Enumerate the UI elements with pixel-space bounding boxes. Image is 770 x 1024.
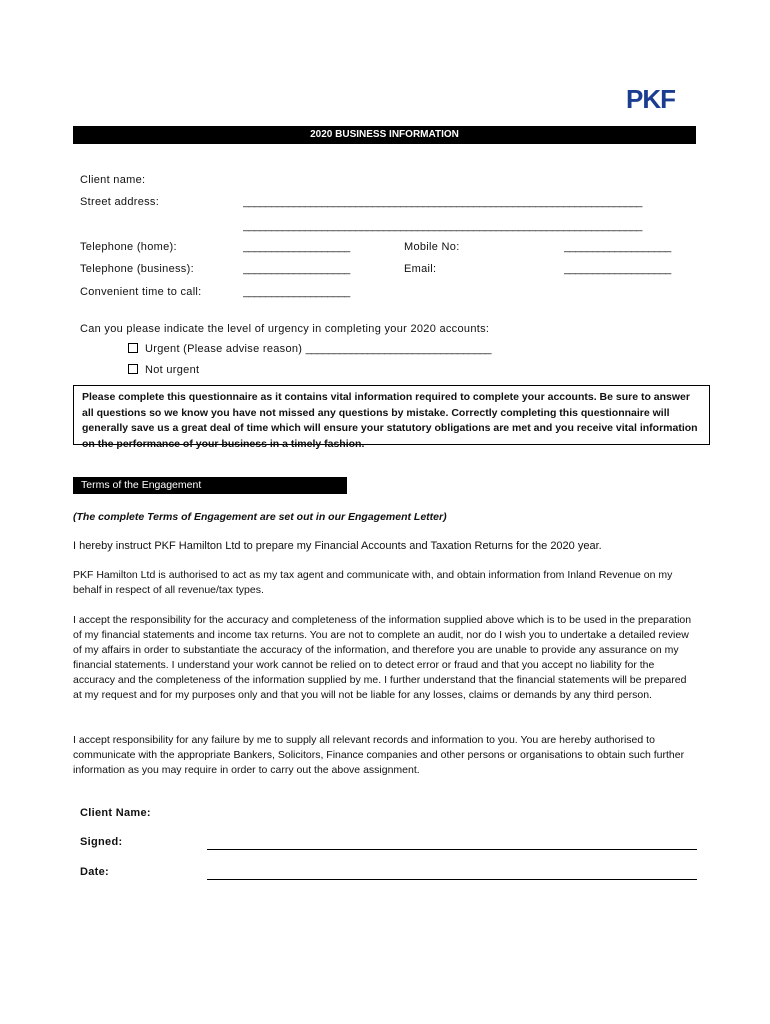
telephone-home-field[interactable]: ___________________	[243, 241, 350, 253]
signed-line[interactable]	[207, 849, 697, 850]
not-urgent-label: Not urgent	[145, 364, 200, 376]
street-address-line-2[interactable]: _______________________________________________________________________	[243, 220, 642, 232]
not-urgent-checkbox[interactable]	[128, 364, 138, 374]
pkf-logo: PKF	[626, 84, 675, 114]
signature-client-name-label: Client Name:	[80, 807, 151, 819]
terms-paragraph-3: I accept the responsibility for the accuracy and completeness of the information supplied above which is to be used in the preparation of my financial statements and income tax returns. You are not to complete an audit, nor do I wish you to undertake a detailed review of my affairs in order to substantiate the accuracy of the information, and therefore you are unable to provide any assurance on my financial statements. I understand your work cannot be relied on to detect error or fraud and that you accept no liability for the accuracy and the completeness of the information supplied by me. I further understand that the financial statements will be prepared at my request and for my purposes only and that you will not be liable for any losses, claims or demands by any third person.	[73, 614, 692, 701]
terms-paragraph-1: I hereby instruct PKF Hamilton Ltd to prepare my Financial Accounts and Taxation Returns for the 2020 year.	[73, 540, 602, 552]
mobile-label: Mobile No:	[404, 241, 460, 253]
telephone-home-label: Telephone (home):	[80, 241, 177, 253]
street-address-line-1[interactable]: _______________________________________________________________________	[243, 196, 642, 208]
email-label: Email:	[404, 263, 437, 275]
client-name-label: Client name:	[80, 174, 146, 186]
terms-paragraph-4: I accept responsibility for any failure by me to supply all relevant records and information to you. You are hereby authorised to communicate with the appropriate Bankers, Solicitors, Finance companies and other persons or organisations to obtain such further information as you may require in order to carry out the above assignment.	[73, 734, 685, 776]
urgent-option[interactable]	[128, 343, 491, 355]
date-line[interactable]	[207, 879, 697, 880]
mobile-field[interactable]: ___________________	[564, 241, 671, 253]
terms-paragraph-2: PKF Hamilton Ltd is authorised to act as my tax agent and communicate with, and obtain information from Inland Revenue on my behalf in respect of all revenue/tax types.	[73, 569, 673, 596]
urgent-checkbox[interactable]	[128, 343, 138, 353]
not-urgent-option[interactable]	[128, 364, 199, 376]
urgent-label: Urgent (Please advise reason)	[145, 343, 303, 355]
terms-underline	[73, 493, 347, 494]
convenient-time-field[interactable]: ___________________	[243, 286, 350, 298]
notice-box: Please complete this questionnaire as it contains vital information required to complete your accounts. Be sure to answer all questions so we know you have not missed any questions by mistake. Correctly completing this questionnaire will generally save us a great deal of time which will ensure your statutory obligations are met and you receive vital information on the performance of your business in a timely fashion.	[73, 385, 710, 445]
telephone-business-field[interactable]: ___________________	[243, 263, 350, 275]
street-address-label: Street address:	[80, 196, 160, 208]
section-header: 2020 BUSINESS INFORMATION	[73, 126, 696, 143]
date-label: Date:	[80, 866, 110, 878]
terms-header: Terms of the Engagement	[73, 477, 347, 493]
telephone-business-label: Telephone (business):	[80, 263, 194, 275]
terms-subtitle: (The complete Terms of Engagement are set out in our Engagement Letter)	[73, 511, 447, 523]
header-underline	[73, 143, 696, 144]
urgency-question: Can you please indicate the level of urgency in completing your 2020 accounts:	[80, 323, 490, 335]
urgent-reason-field[interactable]: _________________________________	[305, 343, 492, 355]
signed-label: Signed:	[80, 836, 123, 848]
email-field[interactable]: ___________________	[564, 263, 671, 275]
convenient-time-label: Convenient time to call:	[80, 286, 202, 298]
